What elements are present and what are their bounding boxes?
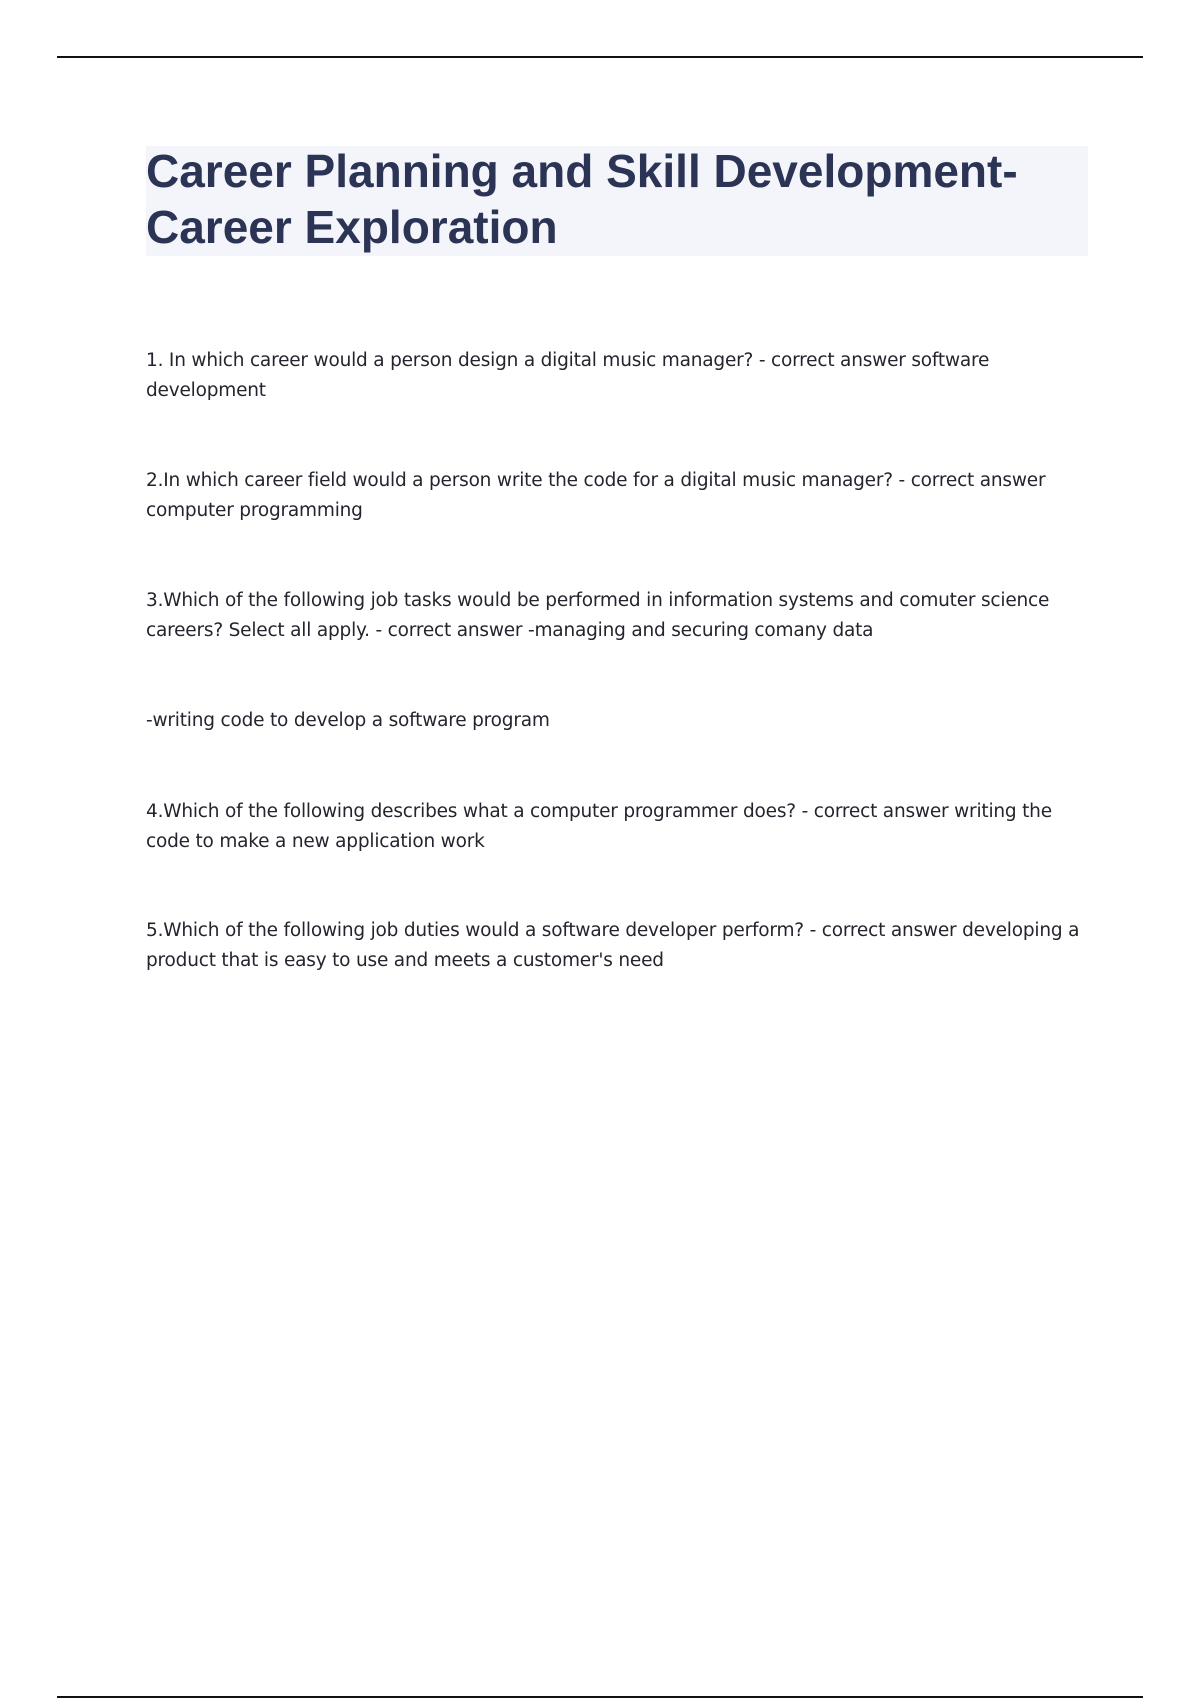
question-2-line-1: 2.In which career field would a person write the code for a digital music manager? - correct answer [146,470,1046,491]
question-3-line-2: careers? Select all apply. - correct answer -managing and securing comany data [146,620,874,641]
document-title [146,143,1088,255]
question-4-line-1: 4.Which of the following describes what a computer programmer does? - correct answer writing the [146,801,1052,822]
question-4-line-2: code to make a new application work [146,831,485,852]
question-3-line-1: 3.Which of the following job tasks would be performed in information systems and comuter science [146,590,1050,611]
answer-continuation [146,706,1096,736]
answer-continuation-line: -writing code to develop a software program [146,710,550,731]
top-divider [57,56,1143,58]
question-1-line-2: development [146,380,266,401]
question-2 [146,466,1096,526]
question-5-line-1: 5.Which of the following job duties would a software developer perform? - correct answer developing a [146,920,1080,941]
title-banner [146,146,1088,256]
question-5 [146,916,1096,976]
document-title-line-1: Career Planning and Skill Development- [146,145,1018,197]
bottom-divider [57,1696,1143,1698]
question-1-line-1: 1. In which career would a person design a digital music manager? - correct answer software [146,350,990,371]
question-5-line-2: product that is easy to use and meets a customer's need [146,950,664,971]
document-title-line-2: Career Exploration [146,201,558,253]
question-1 [146,346,1096,406]
question-2-line-2: computer programming [146,500,363,521]
question-4 [146,797,1096,857]
question-3 [146,586,1096,646]
